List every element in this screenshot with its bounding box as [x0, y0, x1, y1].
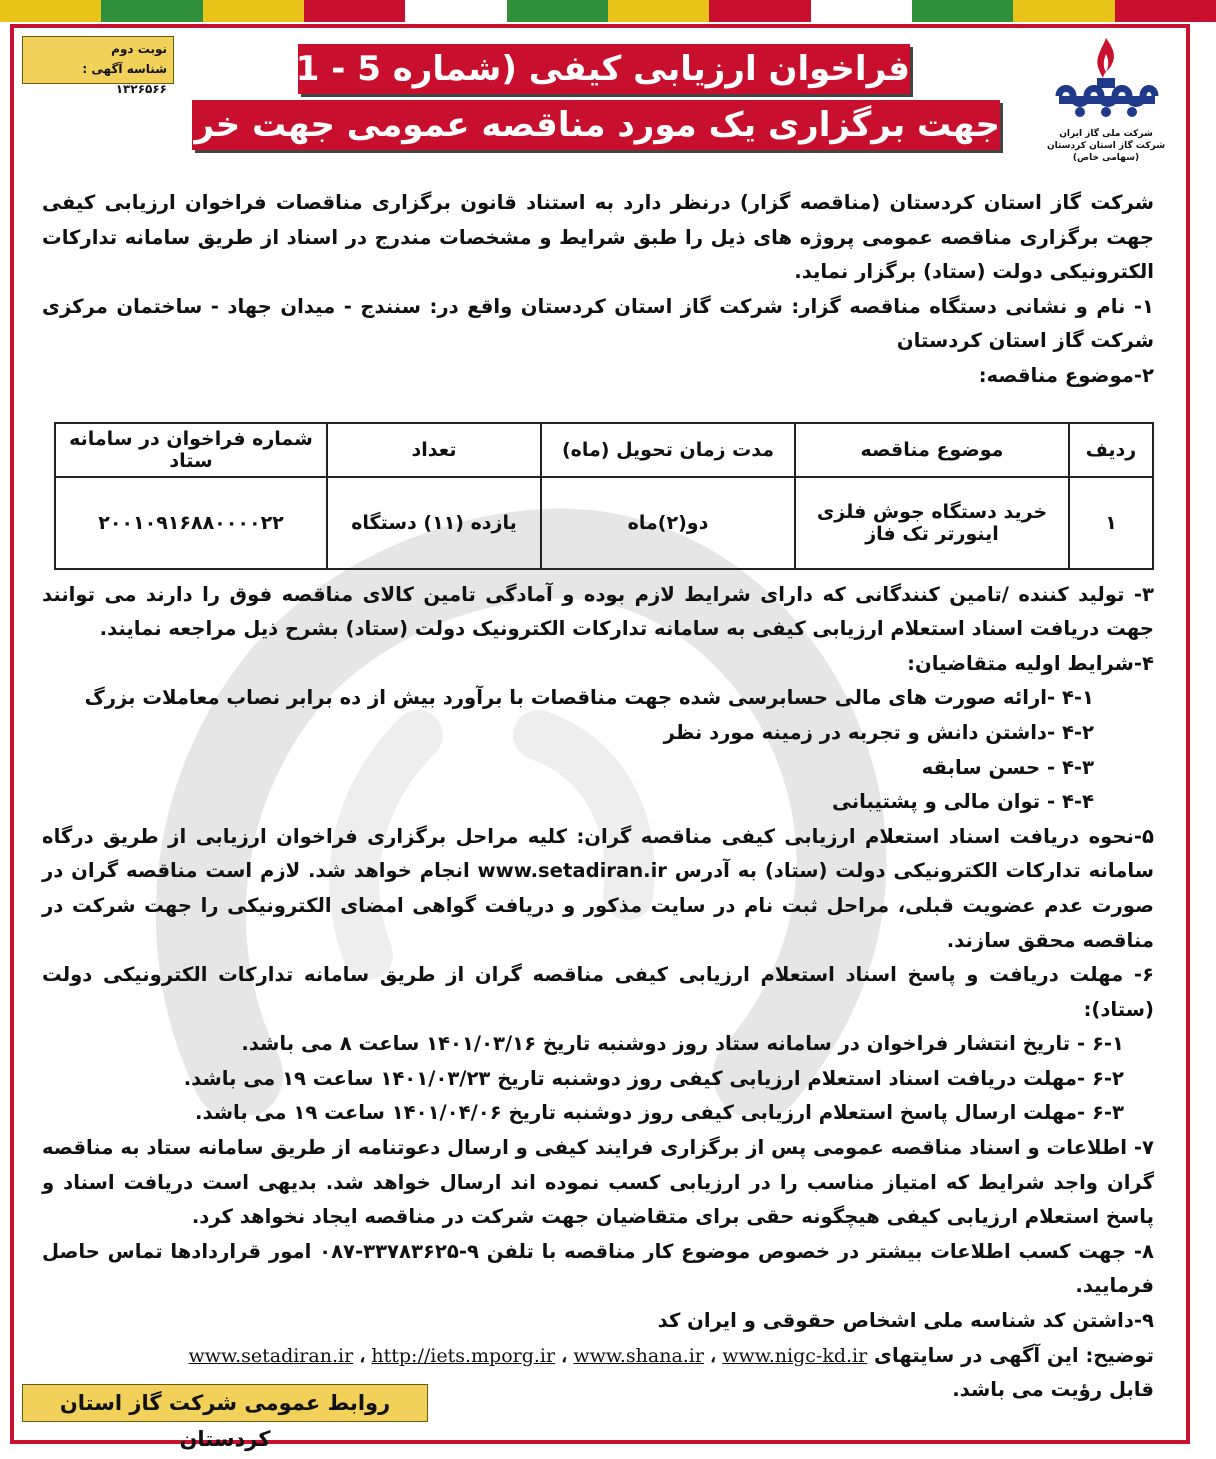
- page-subtitle: جهت برگزاری یک مورد مناقصه عمومی جهت خرید کالا: [192, 100, 1000, 150]
- header-subject: موضوع مناقصه: [795, 423, 1069, 477]
- item-6-1: ۶-۱ - تاریخ انتشار فراخوان در سامانه ستاد روز دوشنبه تاریخ ۱۴۰۱/۰۳/۱۶ ساعت ۸ می باشد.: [241, 1032, 1124, 1056]
- item-4-4: ۴-۴ - توان مالی و پشتیبانی: [831, 790, 1094, 814]
- site-separator: ،: [359, 1344, 366, 1367]
- tender-table: [54, 422, 1154, 570]
- item-4-2: ۴-۲ -داشتن دانش و تجربه در زمینه مورد نظر: [663, 720, 1094, 744]
- ad-id-label: شناسه آگهی : ۱۳۲۶۵۶۶: [82, 62, 167, 96]
- item-2: ۲-موضوع مناقصه:: [978, 363, 1154, 387]
- color-stripe: [405, 0, 506, 22]
- item-1: ۱- نام و نشانی دستگاه مناقصه گزار: شرکت گاز استان کردستان واقع در: سنندج - میدان جهاد - ساختمان مرکزی شرکت گاز استان کردستان: [42, 294, 1154, 353]
- color-stripe-bar: [0, 0, 1216, 22]
- announcement-body: [42, 186, 1154, 1408]
- color-stripe: [507, 0, 608, 22]
- cell-call-number: ۲۰۰۱۰۹۱۶۸۸۰۰۰۰۲۲: [55, 477, 327, 569]
- nigc-flame-logo-icon: [1051, 34, 1161, 124]
- color-stripe: [1115, 0, 1216, 22]
- cell-quantity: یازده (۱۱) دستگاه: [327, 477, 541, 569]
- site-link-shana[interactable]: www.shana.ir: [573, 1344, 704, 1367]
- header-quantity: تعداد: [327, 423, 541, 477]
- color-stripe: [304, 0, 405, 22]
- site-separator: ،: [710, 1344, 717, 1367]
- item-4-1: ۴-۱ -ارائه صورت های مالی حسابرسی شده جهت مناقصات با برآورد بیش از ده برابر نصاب معاملات بزرگ: [84, 686, 1094, 710]
- item-3: ۳- تولید کننده /تامین کنندگانی که دارای شرایط لازم بوده و آمادگی تامین کالای مناقصه فوق را دارند می توانند جهت دریافت اسناد استعلام ارزیابی کیفی به سامانه تدارکات الکترونیک دولت (ستاد) بشرح ذیل مراجعه نمایند.: [42, 582, 1154, 641]
- item-6-2: ۶-۲ -مهلت دریافت اسناد استعلام ارزیابی کیفی روز دوشنبه تاریخ ۱۴۰۱/۰۳/۲۳ ساعت ۱۹ می باشد.: [183, 1066, 1124, 1090]
- logo-caption-2: شرکت گاز استان کردستان: [1046, 141, 1166, 151]
- cell-row-number: ۱: [1069, 477, 1153, 569]
- site-link-setadiran[interactable]: www.setadiran.ir: [188, 1344, 354, 1367]
- site-list: [189, 1339, 868, 1374]
- header-call-number: شماره فراخوان در سامانه ستاد: [55, 423, 327, 477]
- page-title: فراخوان ارزیابی کیفی (شماره 5 - 1401): [298, 44, 910, 94]
- color-stripe: [608, 0, 709, 22]
- color-stripe: [203, 0, 304, 22]
- table-header-row: [55, 423, 1153, 477]
- color-stripe: [811, 0, 912, 22]
- note-line: [42, 1339, 1154, 1374]
- header-delivery-time: مدت زمان تحویل (ماه): [541, 423, 795, 477]
- intro-paragraph: شرکت گاز استان کردستان (مناقصه گزار) درنظر دارد به استناد قانون برگزاری مناقصات فراخوان ارزیابی کیفی جهت برگزاری مناقصه عمومی پروژه های ذیل را طبق شرایط و مشخصات مندرج در اسناد از طریق سامانه تدارکات الکترونیکی دولت (ستاد) برگزار نماید.: [42, 191, 1154, 284]
- footer-signature: روابط عمومی شرکت گاز استان کردستان: [22, 1384, 428, 1422]
- logo-caption-3: (سهامی خاص): [1072, 153, 1140, 163]
- ad-id-badge: [22, 36, 174, 96]
- table-row: [55, 477, 1153, 569]
- item-8: ۸- جهت کسب اطلاعات بیشتر در خصوص موضوع کار مناقصه با تلفن ۹-۳۳۷۸۳۶۲۵-۰۸۷ امور قراردادها تماس حاصل فرمایید.: [42, 1239, 1154, 1298]
- header-row-number: ردیف: [1069, 423, 1153, 477]
- item-6: ۶- مهلت دریافت و پاسخ اسناد استعلام ارزیابی کیفی مناقصه گران از طریق سامانه تدارکات الکترونیکی دولت (ستاد):: [42, 963, 1154, 1021]
- color-stripe: [709, 0, 810, 22]
- item-9: ۹-داشتن کد شناسه ملی اشخاص حقوقی و ایران کد: [657, 1309, 1154, 1333]
- site-separator: ،: [561, 1344, 568, 1367]
- item-6-3: ۶-۳ -مهلت ارسال پاسخ استعلام ارزیابی کیفی روز دوشنبه تاریخ ۱۴۰۱/۰۴/۰۶ ساعت ۱۹ می باشد.: [195, 1101, 1124, 1125]
- site-link-iets[interactable]: http://iets.mporg.ir: [371, 1344, 556, 1367]
- color-stripe: [912, 0, 1013, 22]
- item-5: ۵-نحوه دریافت اسناد استعلام ارزیابی کیفی مناقصه گران: کلیه مراحل برگزاری فراخوان ارزیابی از طریق درگاه سامانه تدارکات الکترونیکی دولت (ستاد) به آدرس www.setadiran.ir انجام خواهد شد. لازم است مناقصه گران در صورت عدم عضویت قبلی، مراحل ثبت نام در سایت مذکور و دریافت گواهی امضای الکترونیکی را جهت شرکت در مناقصه محقق سازند.: [42, 824, 1154, 952]
- color-stripe: [0, 0, 101, 22]
- color-stripe: [1013, 0, 1114, 22]
- logo-caption-1: شرکت ملی گاز ایران: [1059, 129, 1153, 139]
- cell-subject: خرید دستگاه جوش فلزی اینورتر تک فاز: [795, 477, 1069, 569]
- item-4: ۴-شرایط اولیه متقاضیان:: [907, 651, 1154, 675]
- site-link-nigc-kd[interactable]: www.nigc-kd.ir: [722, 1344, 868, 1367]
- item-7: ۷- اطلاعات و اسناد مناقصه عمومی پس از برگزاری فرایند کیفی و ارسال دعوتنامه از طریق سامانه ستاد به مناقصه گران واجد شرایط که امتیاز مناسب را در ارزیابی کسب نموده اند ارسال خواهد شد. بدیهی است دریافت اسناد و پاسخ استعلام ارزیابی کیفی هیچگونه حقی برای متقاضیان جهت شرکت در مناقصه ایجاد نخواهد کرد.: [42, 1136, 1154, 1229]
- company-logo: [1036, 34, 1176, 170]
- note-suffix: قابل رؤیت می باشد.: [952, 1378, 1154, 1402]
- item-4-3: ۴-۳ - حسن سابقه: [921, 755, 1094, 779]
- cell-delivery-time: دو(۲)ماه: [541, 477, 795, 569]
- color-stripe: [101, 0, 202, 22]
- note-prefix: توضیح: این آگهی در سایتهای: [874, 1343, 1154, 1367]
- round-label: نوبت دوم: [111, 42, 167, 56]
